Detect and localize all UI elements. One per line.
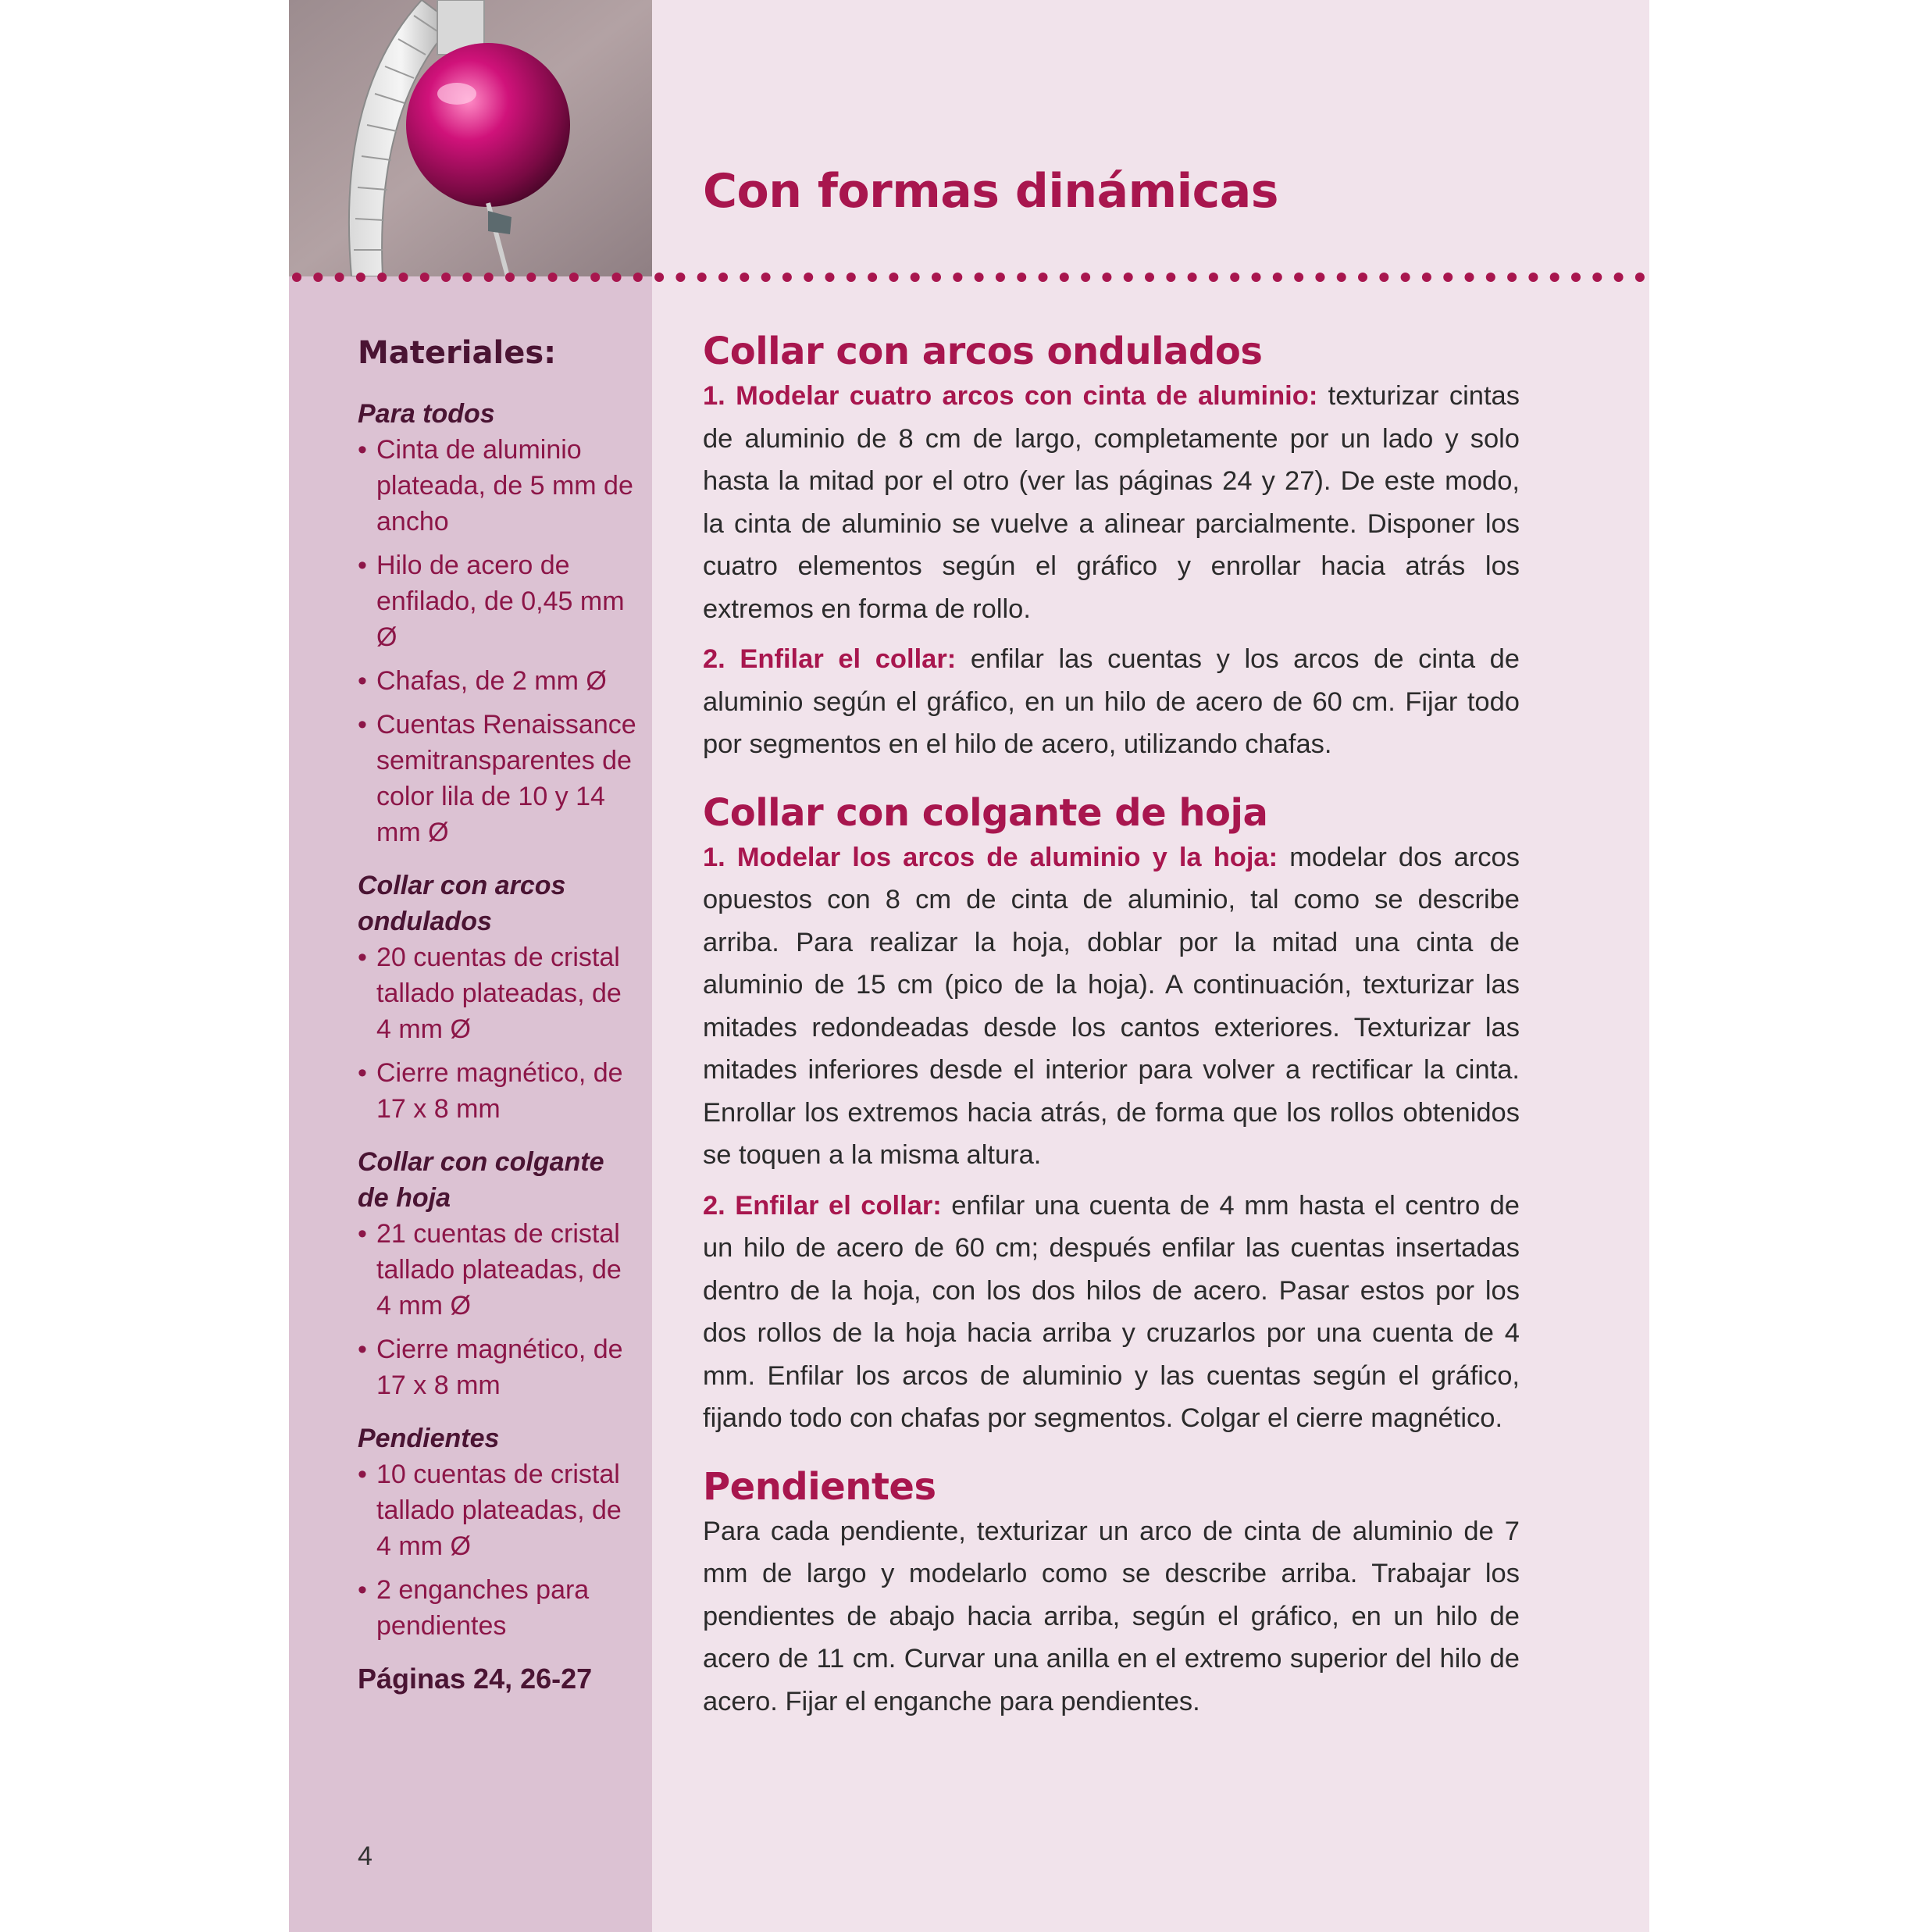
materials-group-title: Para todos: [358, 399, 495, 429]
step-text: modelar dos arcos opuestos con 8 cm de cinta de aluminio, tal como se describe arriba. Para realizar la hoja, doblar por la mitad una cinta de aluminio de 15 cm (pico de la hoja). A continuación, texturizar las mitades redondeadas desde los cantos exteriores. Texturizar las mitades inferiores desde el interior para volver a rectificar la cinta. Enrollar los extremos hacia atrás, de forma que los rollos obtenidos se toquen a la misma altura.: [703, 842, 1520, 1170]
materials-group-title: Collar con colgante de hoja: [358, 1147, 604, 1213]
divider-dot: [420, 273, 430, 282]
instruction-paragraph: [703, 1185, 1520, 1440]
divider-dot: [526, 273, 536, 282]
materials-list: [358, 332, 639, 1697]
page-number: 4: [358, 1841, 372, 1871]
divider-dot: [612, 273, 622, 282]
divider-dot: [313, 273, 323, 282]
divider-dot: [1358, 273, 1367, 282]
divider-dot: [1039, 273, 1048, 282]
divider-dot: [569, 273, 579, 282]
divider-dot: [1145, 273, 1154, 282]
divider-dot: [484, 273, 494, 282]
section-title: Pendientes: [703, 1464, 936, 1509]
divider-dot: [654, 273, 664, 282]
step-text: enfilar las cuentas y los arcos de cinta de aluminio según el gráfico, en un hilo de acero de 60 cm. Fijar todo por segmentos en el hilo de acero, utilizando chafas.: [703, 644, 1520, 759]
divider-dot: [782, 273, 792, 282]
material-item: • 2 enganches para pendientes: [358, 1572, 639, 1644]
divider-dot: [1081, 273, 1090, 282]
step-label: 2. Enfilar el collar:: [703, 644, 957, 674]
instructions: [703, 328, 1520, 1746]
divider-dot: [1592, 273, 1602, 282]
divider-dot: [1465, 273, 1474, 282]
divider-dot: [1401, 273, 1410, 282]
divider-dot: [697, 273, 707, 282]
section-title: Collar con arcos ondulados: [703, 330, 1263, 373]
divider-dot: [292, 273, 301, 282]
material-item: • Hilo de acero de enfilado, de 0,45 mm Ø: [358, 547, 639, 655]
divider-dot: [1379, 273, 1388, 282]
divider-dot: [1230, 273, 1239, 282]
divider-dot: [505, 273, 515, 282]
materials-group-title: Pendientes: [358, 1424, 500, 1453]
divider-dot: [1209, 273, 1218, 282]
divider-dot: [932, 273, 941, 282]
bead-photo: [289, 0, 652, 276]
divider-dot: [1507, 273, 1517, 282]
divider-dot: [1486, 273, 1495, 282]
instruction-paragraph: [703, 1510, 1520, 1723]
divider-dot: [377, 273, 387, 282]
divider-dot: [1422, 273, 1431, 282]
section-title: Collar con colgante de hoja: [703, 790, 1268, 835]
divider-dot: [1188, 273, 1197, 282]
divider-dot: [740, 273, 749, 282]
materials-group-list: [358, 1216, 639, 1403]
divider-dot: [825, 273, 835, 282]
divider-dot: [1614, 273, 1624, 282]
divider-dot: [1060, 273, 1069, 282]
materials-heading: Materiales:: [358, 335, 557, 371]
divider-dot: [633, 273, 643, 282]
divider-dot: [590, 273, 600, 282]
instruction-paragraph: [703, 638, 1520, 766]
divider-dot: [335, 273, 344, 282]
divider-dot: [462, 273, 472, 282]
divider-dot: [804, 273, 813, 282]
step-label: 2. Enfilar el collar:: [703, 1190, 942, 1221]
divider-dot: [1635, 273, 1645, 282]
material-item: • Cierre magnético, de 17 x 8 mm: [358, 1055, 639, 1127]
step-label: 1. Modelar los arcos de aluminio y la hoja:: [703, 842, 1278, 872]
materials-groups: [358, 396, 639, 1644]
divider-dot: [1124, 273, 1133, 282]
divider-dot: [1571, 273, 1581, 282]
divider-dot: [548, 273, 558, 282]
divider-dot: [441, 273, 451, 282]
divider-dot: [356, 273, 365, 282]
step-text: Para cada pendiente, texturizar un arco de cinta de aluminio de 7 mm de largo y modelarlo como se describe arriba. Trabajar los pendientes de abajo hacia arriba, según el gráfico, en un hilo de acero de 11 cm. Curvar una anilla en el extremo superior del hilo de acero. Fijar el enganche para pendientes.: [703, 1516, 1520, 1716]
divider-dot: [953, 273, 962, 282]
pages-reference: Páginas 24, 26-27: [358, 1663, 593, 1695]
divider-dot: [847, 273, 856, 282]
divider-dot: [675, 273, 685, 282]
divider-dot: [1252, 273, 1261, 282]
divider-dot: [1550, 273, 1560, 282]
divider-dot: [1273, 273, 1282, 282]
instruction-paragraph: [703, 836, 1520, 1177]
divider-dot: [868, 273, 877, 282]
material-item: • 21 cuentas de cristal tallado plateadas, de 4 mm Ø: [358, 1216, 639, 1324]
divider-dot: [1166, 273, 1175, 282]
material-item: • 10 cuentas de cristal tallado plateadas, de 4 mm Ø: [358, 1456, 639, 1564]
divider-dot: [1294, 273, 1303, 282]
instruction-paragraph: [703, 375, 1520, 630]
divider-dot: [761, 273, 771, 282]
step-text: enfilar una cuenta de 4 mm hasta el centro de un hilo de acero de 60 cm; después enfilar las cuentas insertadas dentro de la hoja, con los dos hilos de acero. Pasar estos por los dos rollos de la hoja hacia arriba y cruzarlos por una cuenta de 4 mm. Enfilar los arcos de aluminio y las cuentas según el gráfico, fijando todo con chafas por segmentos. Colgar el cierre magnético.: [703, 1190, 1520, 1433]
materials-group-list: [358, 432, 639, 850]
divider-dot: [975, 273, 984, 282]
instruction-section: [703, 328, 1520, 766]
instruction-section: [703, 1463, 1520, 1723]
divider-dot: [996, 273, 1005, 282]
material-item: • Cierre magnético, de 17 x 8 mm: [358, 1331, 639, 1403]
divider-dot: [399, 273, 408, 282]
materials-group-list: [358, 1456, 639, 1644]
materials-group-title: Collar con arcos ondulados: [358, 871, 566, 936]
divider-dot: [1315, 273, 1324, 282]
divider-dot: [1528, 273, 1538, 282]
divider-dot: [1017, 273, 1026, 282]
divider-dot: [889, 273, 898, 282]
instruction-section: [703, 790, 1520, 1440]
divider-dot: [718, 273, 728, 282]
dotted-divider: [289, 270, 1649, 284]
material-item: • 20 cuentas de cristal tallado plateadas, de 4 mm Ø: [358, 939, 639, 1047]
divider-dot: [911, 273, 920, 282]
step-label: 1. Modelar cuatro arcos con cinta de aluminio:: [703, 381, 1318, 411]
material-item: • Chafas, de 2 mm Ø: [358, 663, 639, 699]
step-text: texturizar cintas de aluminio de 8 cm de largo, completamente por un lado y solo hasta la mitad por el otro (ver las páginas 24 y 27). De este modo, la cinta de aluminio se vuelve a alinear parcialmente. Disponer los cuatro elementos según el gráfico y enrollar hacia atrás los extremos en forma de rollo.: [703, 381, 1520, 624]
page-title: Con formas dinámicas: [703, 164, 1278, 219]
divider-dot: [1102, 273, 1111, 282]
materials-group-list: [358, 939, 639, 1127]
divider-dot: [1337, 273, 1346, 282]
material-item: • Cinta de aluminio plateada, de 5 mm de ancho: [358, 432, 639, 540]
material-item: • Cuentas Renaissance semitransparentes de color lila de 10 y 14 mm Ø: [358, 707, 639, 850]
divider-dot: [1443, 273, 1453, 282]
